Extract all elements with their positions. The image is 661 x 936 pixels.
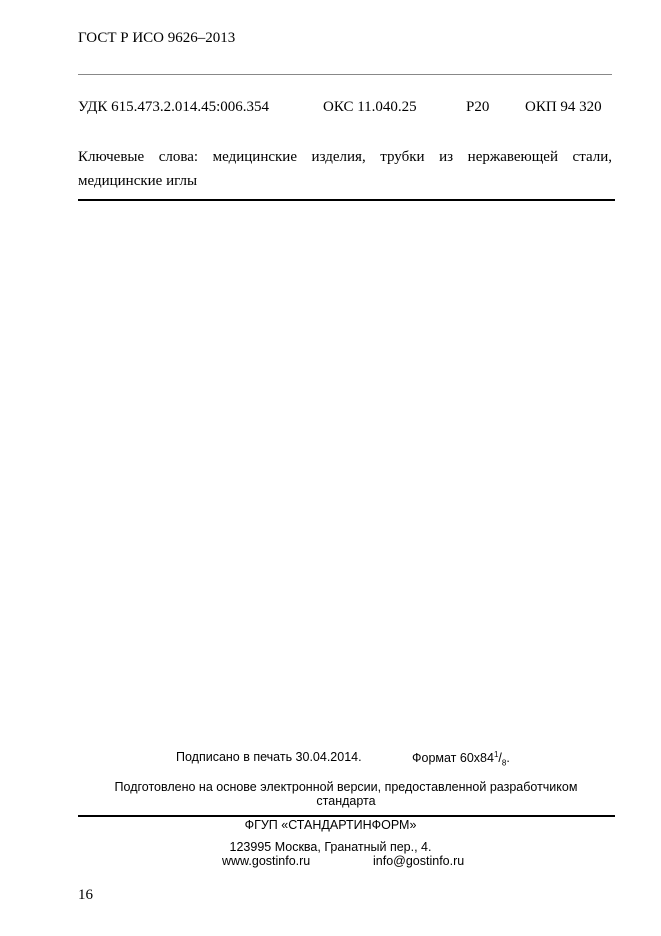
- format-denominator: 8: [501, 758, 507, 768]
- imprint-divider: [78, 815, 615, 817]
- signed-date: Подписано в печать 30.04.2014.: [176, 750, 362, 764]
- format-numerator: 1: [493, 750, 499, 759]
- publisher-name: ФГУП «СТАНДАРТИНФОРМ»: [244, 818, 417, 832]
- publisher-website: www.gostinfo.ru: [222, 854, 311, 868]
- format-suffix: .: [506, 751, 510, 766]
- publisher-email: info@gostinfo.ru: [373, 854, 465, 868]
- oks-code: ОКС 11.040.25: [323, 99, 417, 115]
- header-divider: [78, 74, 612, 75]
- r-code: Р20: [466, 99, 490, 115]
- okp-code: ОКП 94 320: [525, 99, 602, 115]
- page-number: 16: [78, 887, 93, 903]
- keywords-divider: [78, 199, 615, 201]
- paper-format: [412, 750, 510, 768]
- document-code: ГОСТ Р ИСО 9626–2013: [78, 30, 236, 46]
- format-slash: /: [498, 751, 502, 766]
- prepared-note: Подготовлено на основе электронной версии, предоставленной разработчиком стандарта: [114, 780, 578, 808]
- keywords-text: Ключевые слова: медицинские изделия, трубки из нержавеющей стали, медицинские иглы: [78, 149, 612, 189]
- format-prefix: Формат 60x84: [412, 751, 494, 766]
- publisher-address: 123995 Москва, Гранатный пер., 4.: [229, 840, 432, 854]
- udk-code: УДК 615.473.2.014.45:006.354: [78, 99, 270, 115]
